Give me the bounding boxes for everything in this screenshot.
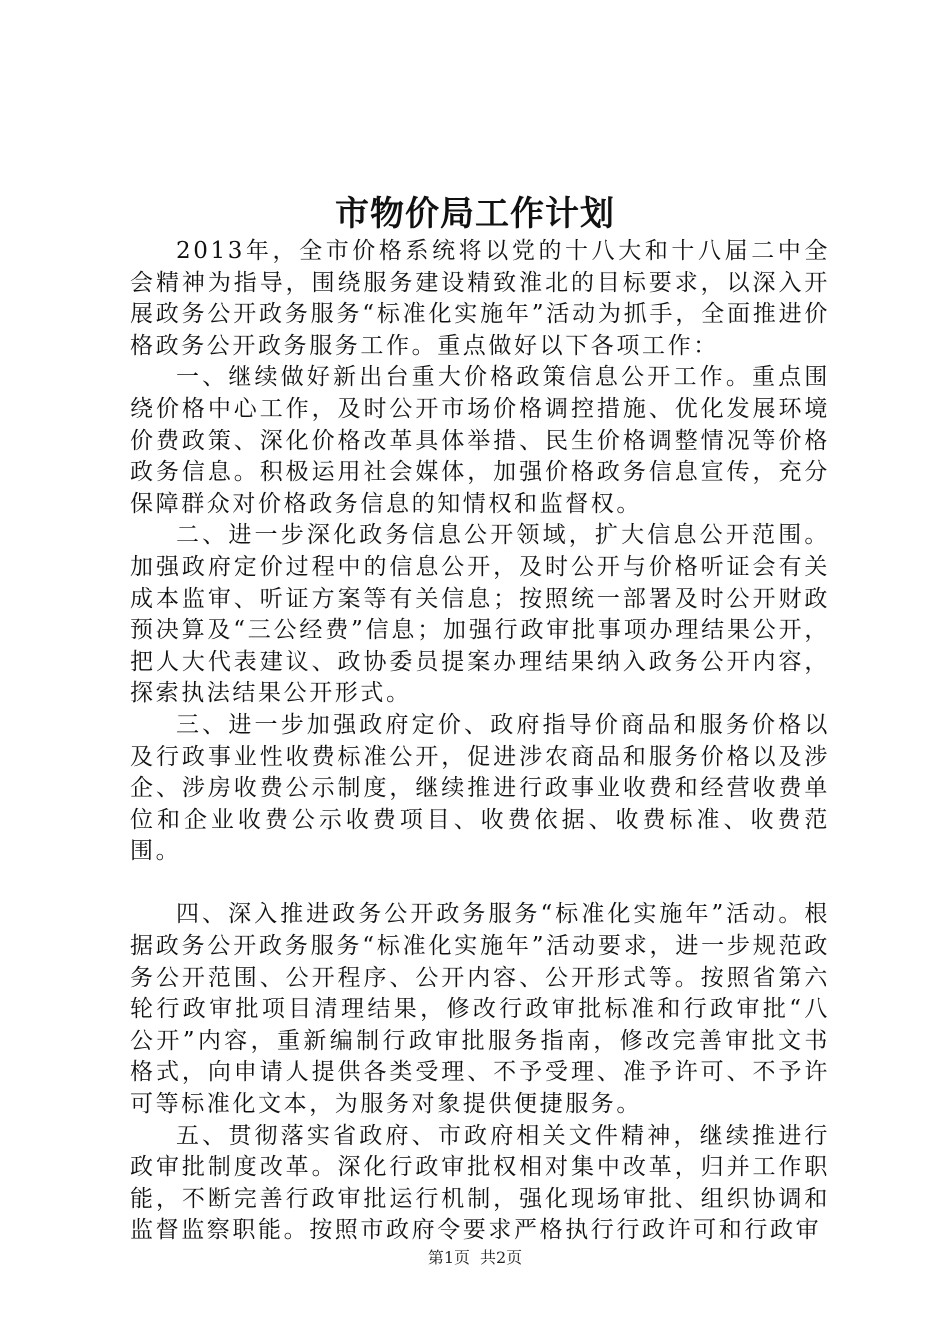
paragraph-item-4: 四、深入推进政务公开政务服务“标准化实施年”活动。根据政务公开政务服务“标准化实施年”活动要求，进一步规范政务公开范围、公开程序、公开内容、公开形式等。按照省第六轮行政审批项目清理结果，修改行政审批标准和行政审批“八公开”内容，重新编制行政审批服务指南，修改完善审批文书格式，向申请人提供各类受理、不予受理、准予许可、不予许可等标准化文本，为服务对象提供便捷服务。 — [130, 901, 830, 1118]
page-footer — [0, 1245, 950, 1268]
paragraph-item-5: 五、贯彻落实省政府、市政府相关文件精神，继续推进行政审批制度改革。深化行政审批权相对集中改革，归并工作职能，不断完善行政审批运行机制，强化现场审批、组织协调和监督监察职能。按照市政府令要求严格执行行政许可和行政审 — [130, 1122, 830, 1244]
page-number: 第1页 — [427, 1248, 470, 1267]
paragraph-item-1: 一、继续做好新出台重大价格政策信息公开工作。重点围绕价格中心工作，及时公开市场价格调控措施、优化发展环境价费政策、深化价格改革具体举措、民生价格调整情况等价格政务信息。积极运用社会媒体，加强价格政务信息宣传，充分保障群众对价格政务信息的知情权和监督权。 — [130, 364, 830, 517]
document-body — [130, 236, 830, 1247]
page-total: 共2页 — [480, 1248, 523, 1267]
paragraph-item-2: 二、进一步深化政务信息公开领域，扩大信息公开范围。加强政府定价过程中的信息公开，及时公开与价格听证会有关成本监审、听证方案等有关信息；按照统一部署及时公开财政预决算及“三公经费”信息；加强行政审批事项办理结果公开，把人大代表建议、政协委员提案办理结果纳入政务公开内容，探索执法结果公开形式。 — [130, 522, 830, 707]
document-title: 市物价局工作计划 — [335, 194, 615, 234]
paragraph-intro: 2013年，全市价格系统将以党的十八大和十八届二中全会精神为指导，围绕服务建设精致淮北的目标要求，以深入开展政务公开政务服务“标准化实施年”活动为抓手，全面推进价格政务公开政务服务工作。重点做好以下各项工作： — [130, 238, 830, 359]
paragraph-item-3: 三、进一步加强政府定价、政府指导价商品和服务价格以及行政事业性收费标准公开，促进涉农商品和服务价格以及涉企、涉房收费公示制度，继续推进行政事业收费和经营收费单位和企业收费公示收费项目、收费依据、收费标准、收费范围。 — [130, 711, 830, 865]
